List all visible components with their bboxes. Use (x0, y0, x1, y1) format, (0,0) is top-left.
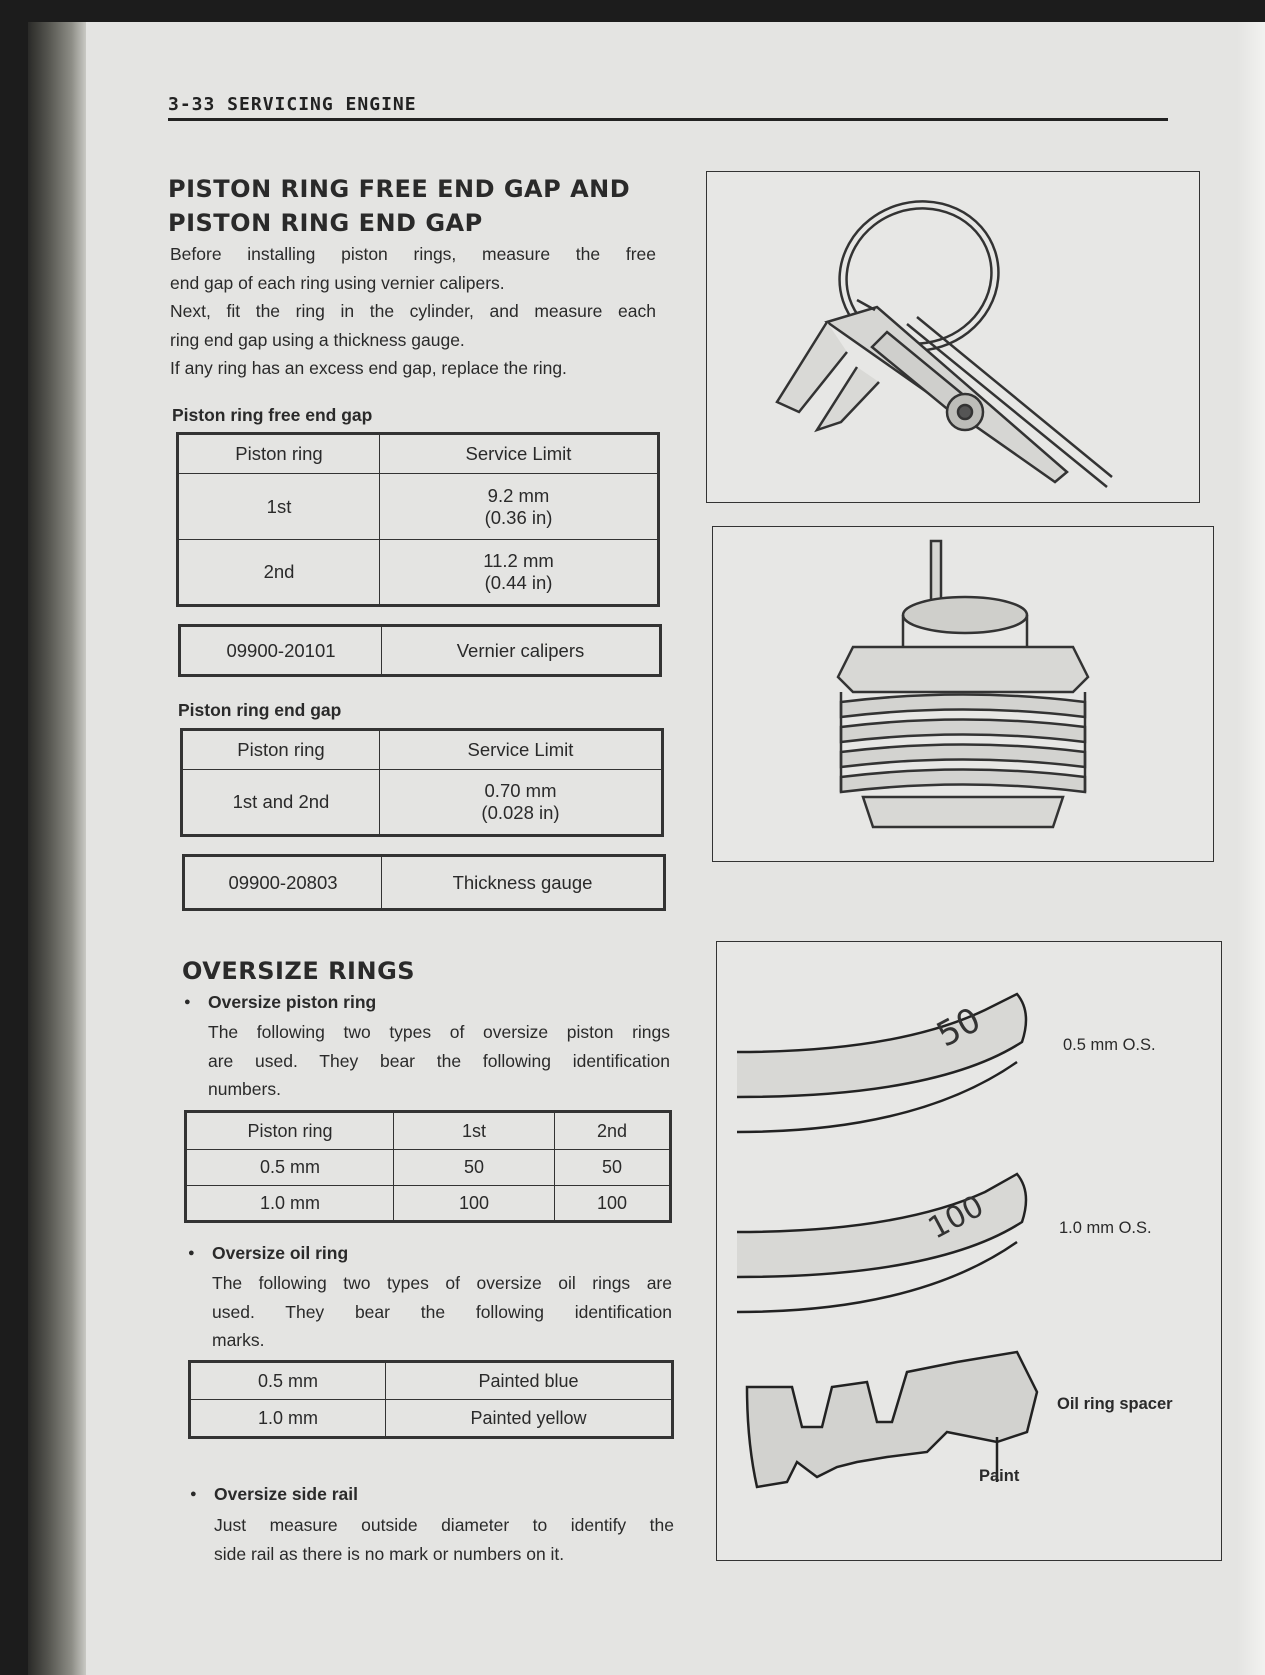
label-1-0-os: 1.0 mm O.S. (1059, 1219, 1152, 1237)
tool-name: Thickness gauge (382, 856, 665, 910)
page-right-edge (1237, 22, 1265, 1675)
table-row (178, 540, 659, 606)
oversize-piston-ring-text (208, 1018, 670, 1104)
figure-cylinder-thickness-gauge (712, 526, 1214, 862)
table-row (180, 626, 661, 676)
oversize-rings-illustration (717, 942, 1221, 1560)
section-title-line-1: PISTON RING FREE END GAP AND (168, 175, 631, 203)
end-gap-heading: Piston ring end gap (178, 700, 342, 720)
table-row (184, 856, 665, 910)
table-row (178, 474, 659, 540)
table-header-cell: 2nd (555, 1112, 671, 1150)
free-end-gap-table (176, 432, 660, 607)
paragraph-line: The following two types of oversize piston rings (208, 1022, 670, 1042)
bullet-oversize-oil-ring: ● Oversize oil ring (212, 1243, 348, 1264)
table-header-cell: Piston ring (186, 1112, 394, 1150)
tool-name: Vernier calipers (382, 626, 661, 676)
table-cell (380, 770, 663, 836)
table-header-row (186, 1112, 671, 1150)
table-header-row (178, 434, 659, 474)
oversize-side-rail-text (214, 1511, 674, 1568)
paragraph-line: Next, fit the ring in the cylinder, and measure each (170, 301, 656, 321)
tool-part-number: 09900-20803 (184, 856, 382, 910)
paragraph-line: The following two types of oversize oil rings are (212, 1273, 672, 1293)
oversize-oil-ring-text (212, 1269, 672, 1355)
table-cell: 1.0 mm (190, 1400, 386, 1438)
table-cell: Painted yellow (386, 1400, 673, 1438)
table-row (186, 1150, 671, 1186)
table-cell (380, 540, 659, 606)
page-header (168, 84, 1168, 121)
paragraph-line: ring end gap using a thickness gauge. (170, 329, 465, 350)
table-header-cell: Piston ring (182, 730, 380, 770)
label-paint: Paint (979, 1467, 1020, 1485)
table-cell (380, 474, 659, 540)
table-cell: 0.5 mm (186, 1150, 394, 1186)
table-cell: 50 (394, 1150, 555, 1186)
vernier-calipers-illustration (707, 172, 1199, 502)
paragraph-line: marks. (212, 1330, 265, 1350)
paragraph-line: end gap of each ring using vernier calipers. (170, 272, 505, 293)
tool-table-thickness (182, 854, 666, 911)
table-cell: Painted blue (386, 1362, 673, 1400)
table-cell: 1st (178, 474, 380, 540)
table-row (190, 1400, 673, 1438)
page-binding-shadow (28, 22, 86, 1675)
cylinder-illustration (713, 527, 1213, 861)
mark-100-text: 100 (922, 1188, 990, 1247)
paragraph-line: Before installing piston rings, measure the free (170, 244, 656, 264)
table-cell: 1.0 mm (186, 1186, 394, 1222)
table-row (182, 770, 663, 836)
table-header-cell: 1st (394, 1112, 555, 1150)
table-header-cell: Piston ring (178, 434, 380, 474)
table-cell: 50 (555, 1150, 671, 1186)
paragraph-line: numbers. (208, 1079, 281, 1099)
table-header-cell: Service Limit (380, 434, 659, 474)
paragraph-line: Just measure outside diameter to identify the (214, 1515, 674, 1535)
mark-50-text: 50 (930, 999, 988, 1056)
section-title-oversize: OVERSIZE RINGS (182, 957, 416, 985)
paragraph-line: are used. They bear the following identification (208, 1050, 670, 1071)
table-row (190, 1362, 673, 1400)
tool-part-number: 09900-20101 (180, 626, 382, 676)
table-cell: 100 (394, 1186, 555, 1222)
table-cell: 2nd (178, 540, 380, 606)
limit-in: (0.028 in) (481, 802, 560, 823)
table-header-cell: Service Limit (380, 730, 663, 770)
manual-page (28, 22, 1265, 1675)
limit-in: (0.36 in) (484, 506, 553, 528)
table-header-row (182, 730, 663, 770)
page-title: 3-33 SERVICING ENGINE (168, 94, 417, 115)
section-title-line-2: PISTON RING END GAP (168, 209, 483, 237)
paragraph-line: side rail as there is no mark or numbers on it. (214, 1543, 565, 1564)
table-cell: 100 (555, 1186, 671, 1222)
bullet-oversize-piston-ring: ● Oversize piston ring (208, 992, 376, 1013)
table-cell: 0.5 mm (190, 1362, 386, 1400)
limit-mm: 9.2 mm (487, 484, 550, 506)
free-end-gap-heading: Piston ring free end gap (172, 405, 373, 425)
paragraph-line: If any ring has an excess end gap, replace the ring. (170, 358, 567, 378)
table-cell: 1st and 2nd (182, 770, 380, 836)
oversize-oil-ring-table (188, 1360, 674, 1439)
label-0-5-os: 0.5 mm O.S. (1063, 1036, 1156, 1054)
table-row (186, 1186, 671, 1222)
limit-mm: 11.2 mm (483, 550, 554, 571)
bullet-oversize-side-rail: ● Oversize side rail (214, 1484, 358, 1505)
figure-oversize-marks (716, 941, 1222, 1561)
limit-in: (0.44 in) (484, 572, 553, 593)
paragraph-line: used. They bear the following identification (212, 1301, 672, 1322)
section-title-end-gap (168, 172, 630, 240)
limit-mm: 0.70 mm (484, 780, 557, 801)
label-oil-ring-spacer: Oil ring spacer (1057, 1395, 1173, 1413)
figure-vernier-calipers (706, 171, 1200, 503)
oversize-piston-ring-table (184, 1110, 672, 1223)
tool-table-vernier (178, 624, 662, 677)
end-gap-table (180, 728, 664, 837)
end-gap-instructions (170, 240, 656, 383)
